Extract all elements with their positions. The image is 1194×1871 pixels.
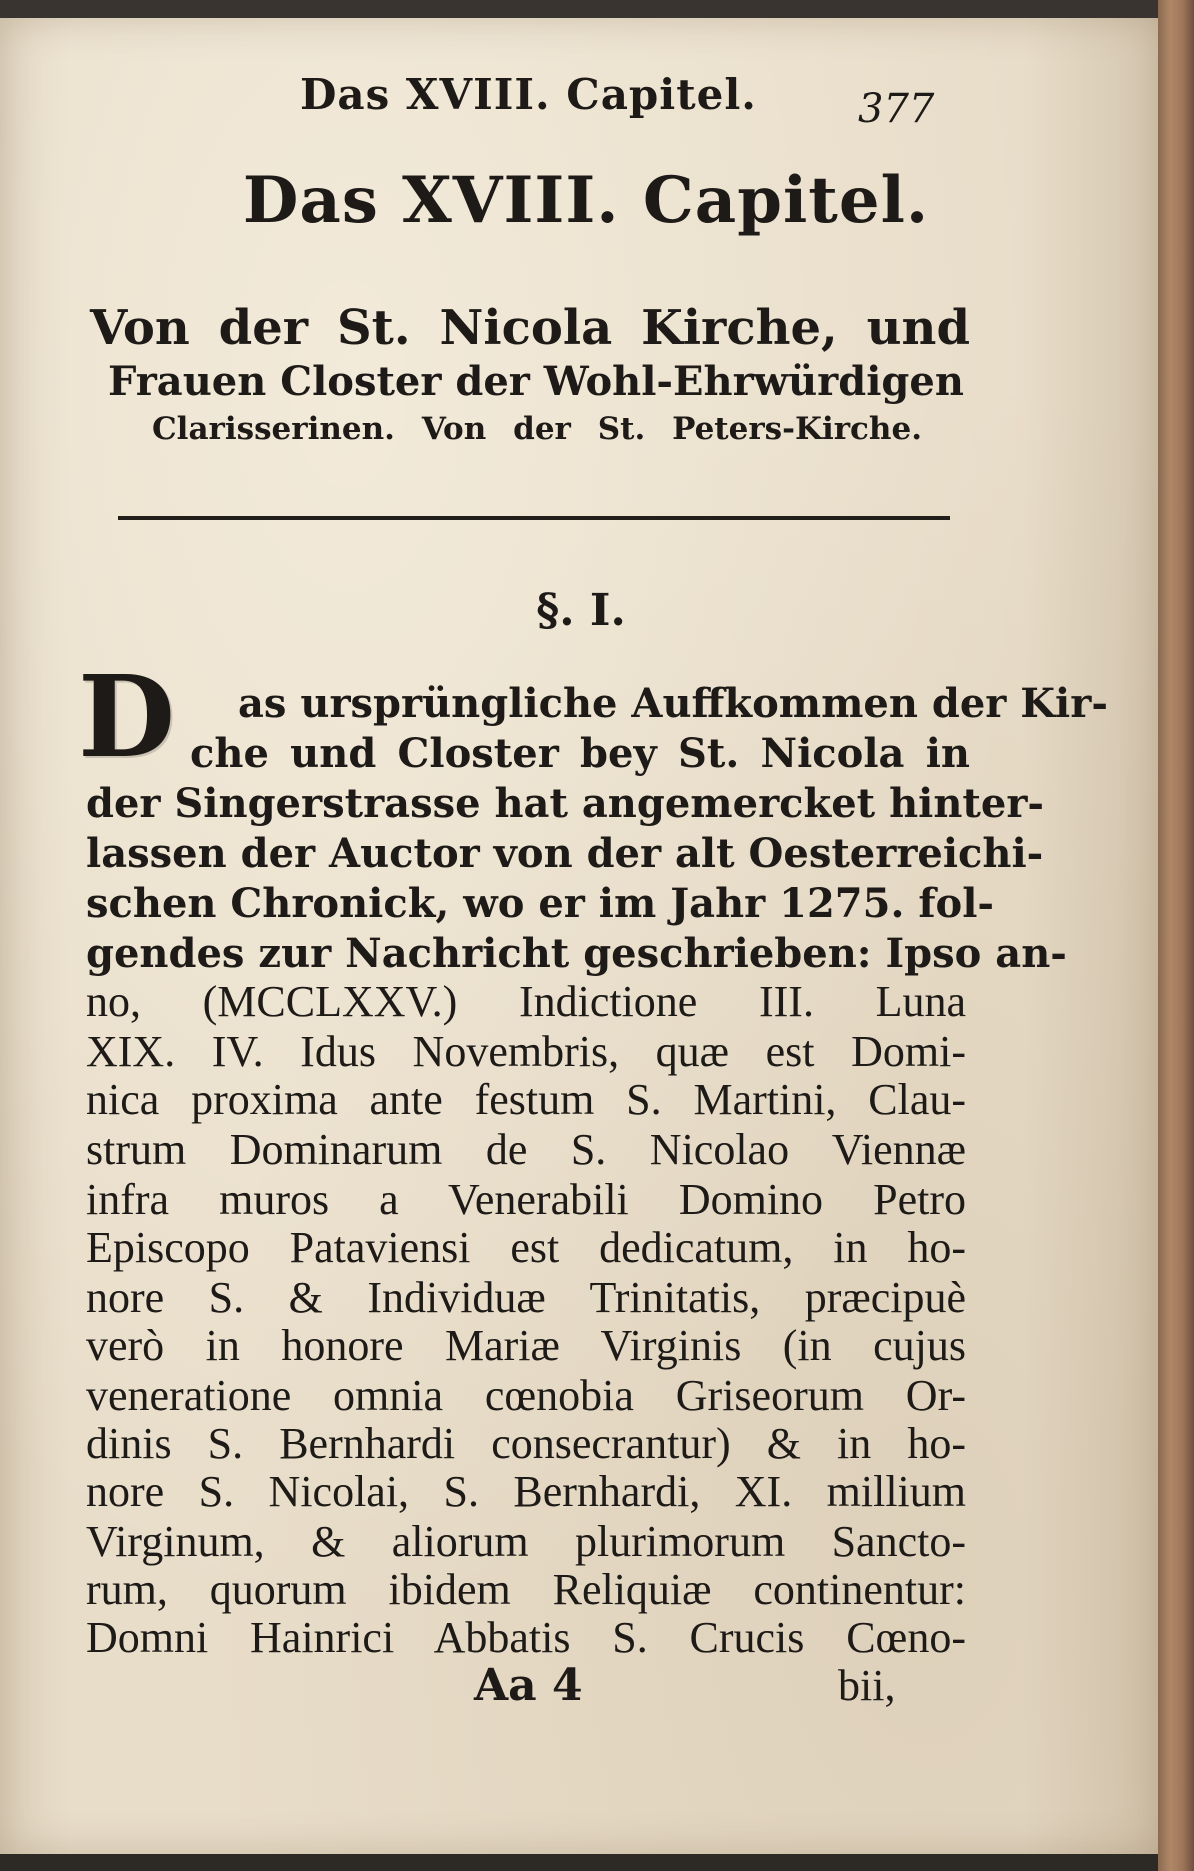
body-line: nore S. & Individuæ Trinitatis, præcipuè — [86, 1273, 966, 1322]
drop-capital: D — [78, 652, 176, 783]
body-line: schen Chronick, wo er im Jahr 1275. fol- — [86, 880, 995, 927]
body-line: infra muros a Venerabili Domino Petro — [86, 1175, 966, 1224]
page-paper — [0, 18, 1162, 1854]
body-line: Virginum, & aliorum plurimorum Sancto- — [86, 1517, 966, 1566]
body-line: XIX. IV. Idus Novembris, quæ est Domi- — [86, 1027, 966, 1076]
body-line: Episcopo Pataviensi est dedicatum, in ho- — [86, 1223, 966, 1272]
chapter-subtitle-line-1: Von der St. Nicola Kirche, und — [90, 300, 970, 356]
body-line: che und Closter bey St. Nicola in — [190, 730, 970, 777]
body-line: nica proxima ante festum S. Martini, Clau- — [86, 1075, 966, 1124]
body-line: as ursprüngliche Auffkommen der Kir- — [238, 680, 1108, 727]
scan-top-border — [0, 0, 1194, 18]
body-line: rum, quorum ibidem Reliquiæ continentur: — [86, 1565, 966, 1614]
body-line: gendes zur Nachricht geschrieben: Ipso an- — [86, 930, 1067, 977]
section-heading: §. I. — [536, 585, 626, 636]
body-line: lassen der Auctor von der alt Oesterreichi- — [86, 830, 1044, 877]
body-line: dinis S. Bernhardi consecrantur) & in ho- — [86, 1419, 966, 1468]
body-line: Domni Hainrici Abbatis S. Crucis Cœno- — [86, 1613, 966, 1662]
body-line: verò in honore Mariæ Virginis (in cujus — [86, 1321, 966, 1370]
catchword: bii, — [838, 1661, 896, 1710]
running-head: Das XVIII. Capitel. — [300, 70, 757, 119]
body-line: strum Dominarum de S. Nicolao Viennæ — [86, 1125, 966, 1174]
horizontal-rule — [118, 516, 950, 520]
signature-mark: Aa 4 — [474, 1660, 583, 1711]
body-line: der Singerstrasse hat angemercket hinter- — [86, 780, 1045, 827]
body-line: nore S. Nicolai, S. Bernhardi, XI. millium — [86, 1467, 966, 1516]
chapter-subtitle-line-2: Frauen Closter der Wohl-Ehrwürdigen — [108, 358, 964, 405]
book-fore-edge — [1158, 0, 1194, 1871]
body-line: veneratione omnia cœnobia Griseorum Or- — [86, 1371, 966, 1420]
chapter-title: Das XVIII. Capitel. — [242, 163, 930, 238]
body-line: no, (MCCLXXV.) Indictione III. Luna — [86, 977, 966, 1026]
page-number: 377 — [858, 86, 935, 132]
chapter-subtitle-line-3: Clarisserinen. Von der St. Peters-Kirche. — [152, 411, 922, 447]
